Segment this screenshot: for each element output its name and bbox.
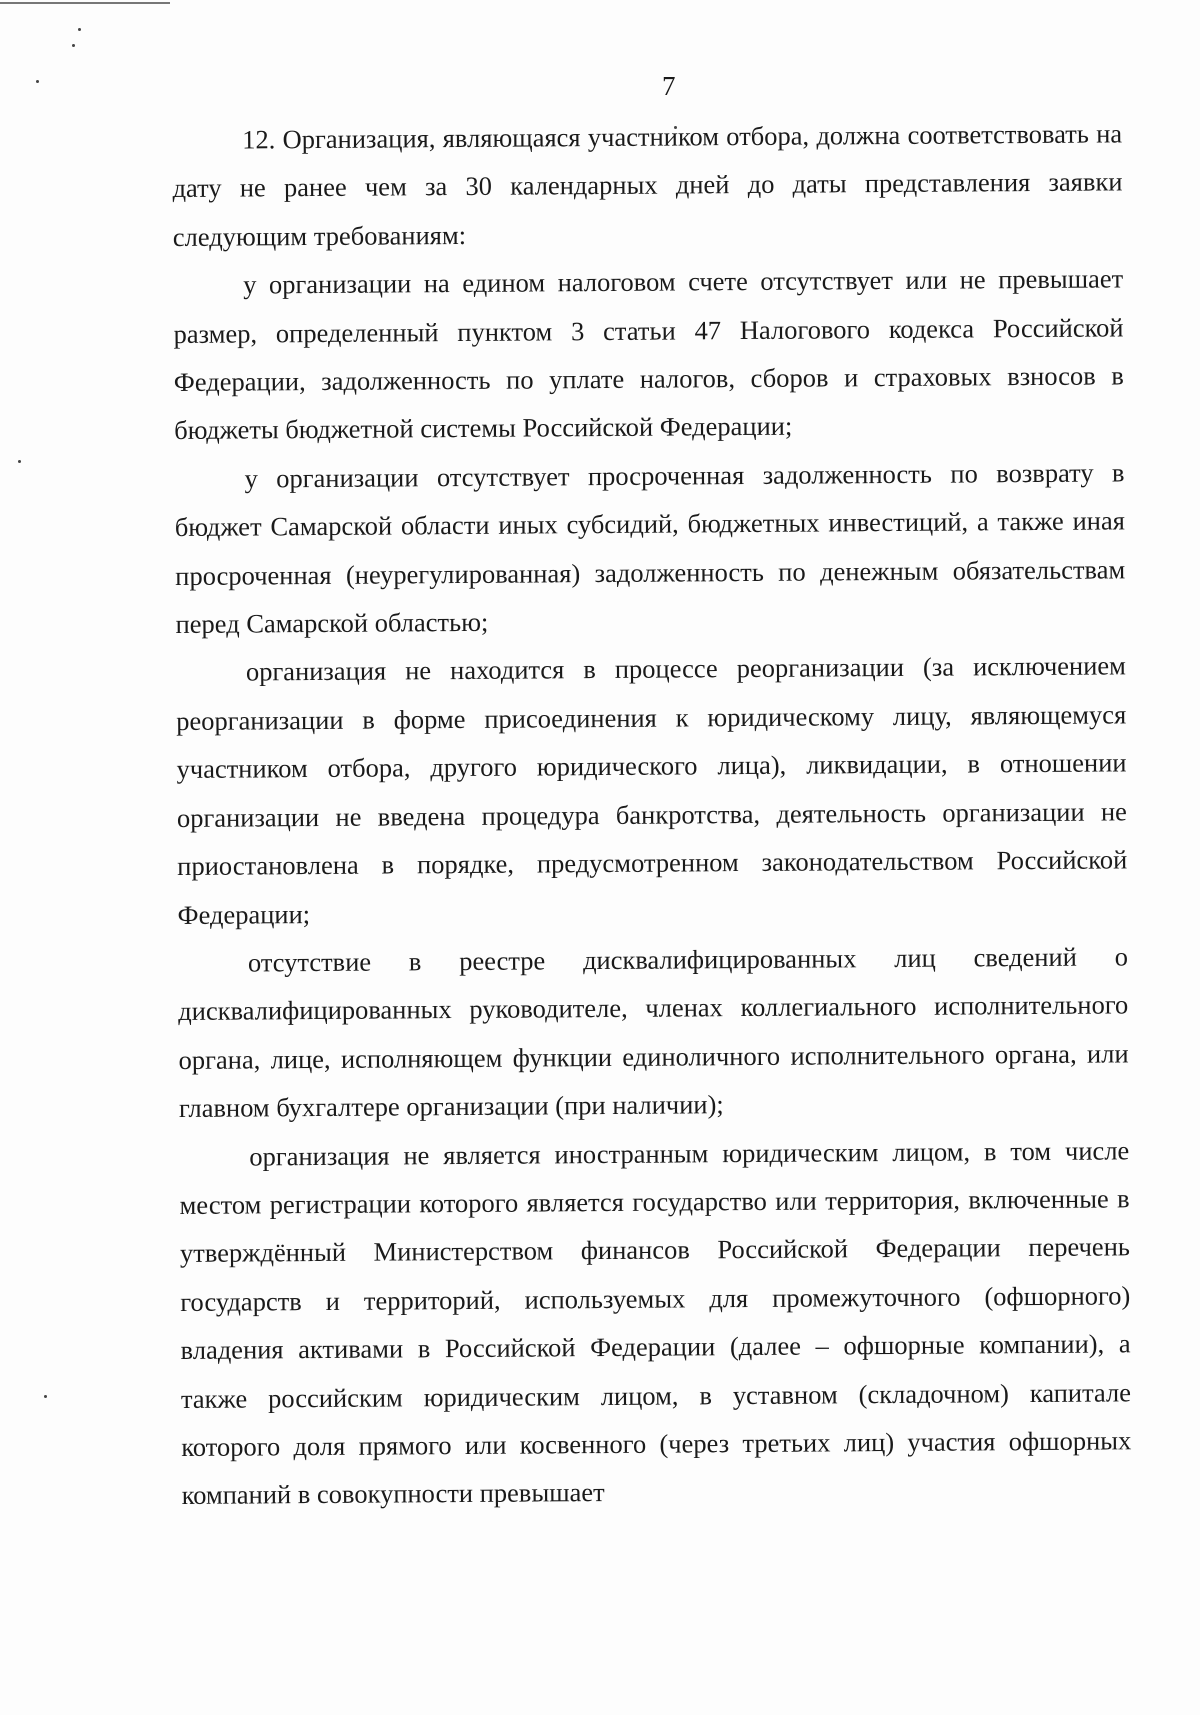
scan-speck bbox=[44, 1395, 47, 1398]
paragraph-reorganization: организация не находится в процессе реорганизации (за исключением реорганизации в форме присоединения к юридическому лицу, являющемуся участником отбора, другого юридического лица), ликвидации, в отношении организации не введена процедура банкротства, деятельность организации не приостановлена в порядке, предусмотренном законодательством Российской Федерации; bbox=[176, 650, 1128, 930]
paragraph-tax-debt: у организации на едином налоговом счете отсутствует или не превышает размер, определенный пунктом 3 статьи 47 Налогового кодекса Российской Федерации, задолженность по уплате налогов, сборов и страховых взносов в бюджеты бюджетной системы Российской Федерации; bbox=[173, 263, 1124, 446]
paragraph-overdue-debt: у организации отсутствует просроченная задолженность по возврату в бюджет Самарской области иных субсидий, бюджетных инвестиций, а также иная просроченная (неурегулированная) задолженность по денежным обязательствам перед Самарской областью; bbox=[174, 457, 1126, 640]
scan-speck bbox=[72, 44, 75, 47]
page-number: 7 bbox=[662, 71, 676, 101]
paragraph-disqualified-persons: отсутствие в реестре дисквалифицированных лиц сведений о дисквалифицированных руководителе, членах коллегиального исполнительного органа, лице, исполняющем функции единоличного исполнительного органа, или главном бухгалтере организации (при наличии); bbox=[178, 941, 1129, 1124]
scan-speck bbox=[78, 28, 81, 31]
document-body bbox=[172, 109, 1132, 1519]
scan-speck bbox=[18, 460, 21, 463]
scan-speck bbox=[36, 80, 39, 83]
paragraph-offshore: организация не является иностранным юридическим лицом, в том числе местом регистрации которого является государство или территория, включенные в утверждённый Министерством финансов Российской Федерации перечень государств и территорий, используемых для промежуточного (офшорного) владения активами в Российской Федерации (далее – офшорные компании), а также российским юридическим лицом, в уставном (складочном) капитале которого доля прямого или косвенного (через третьих лиц) участия офшорных компаний в совокупности превышает bbox=[179, 1134, 1132, 1511]
scan-edge-line bbox=[0, 2, 170, 4]
paragraph-requirements-intro: 12. Организация, являющаяся участником отбора, должна соответствовать на дату не ранее чем за 30 календарных дней до даты представления заявки следующим требованиям: bbox=[172, 118, 1123, 252]
